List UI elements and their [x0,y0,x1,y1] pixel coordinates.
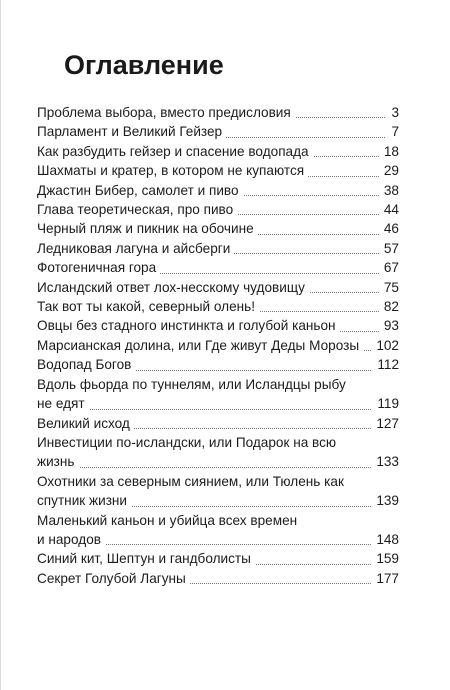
toc-entry-title: Парламент и Великий Гейзер [37,124,226,139]
toc-entry-page-number: 3 [386,103,399,122]
toc-entry-title: Так вот ты какой, северный олень! [37,299,259,314]
toc-entry-title: Синий кит, Шептун и гандболисты [37,551,255,566]
dotted-leader [37,467,399,468]
toc-entry-page-number: 29 [379,161,399,180]
toc-entry-title-continued: не едят [37,396,89,411]
toc-entry-page-number: 46 [379,219,399,238]
toc-entry-page-number: 148 [371,530,399,549]
toc-entry-title: Овцы без стадного инстинкта и голубой каньон [37,318,340,333]
toc-entry[interactable] [37,200,399,219]
toc-entry-title: Исландский ответ лох-несскому чудовищу [37,280,309,295]
toc-entry-page-number: 102 [371,336,399,355]
dotted-leader [37,409,399,410]
toc-entry-page-number: 127 [371,414,399,433]
toc-entry[interactable] [37,549,399,568]
toc-entry-title: Джастин Бибер, самолет и пиво [37,183,243,198]
toc-entry-title: Великий исход [37,416,134,431]
toc-entry-title: Проблема выбора, вместо предисловия [37,105,295,120]
toc-entry-title: Глава теоретическая, про пиво [37,202,237,217]
toc-entry-title-continued: жизнь [37,454,79,469]
toc-entry-page-number: 57 [379,239,399,258]
toc-entry-title: Черный пляж и пикник на обочине [37,221,258,236]
toc-entry[interactable] [37,258,399,277]
toc-entry[interactable] [37,278,399,297]
toc-entry-page-number: 177 [371,569,399,588]
toc-entry-title: Как разбудить гейзер и спасение водопада [37,144,313,159]
toc-entry-title: Марсианская долина, или Где живут Деды Морозы [37,338,363,353]
page-title: Оглавление [64,50,224,80]
toc-entry-page-number: 133 [371,452,399,471]
toc-entry[interactable] [37,414,399,433]
toc-entry-page-number: 44 [379,200,399,219]
toc-entry[interactable] [37,336,399,355]
toc-entry-page-number: 93 [379,316,399,335]
table-of-contents [37,103,399,588]
toc-entry-title: Инвестиции по-исландски, или Подарок на всю [37,434,337,450]
toc-entry[interactable] [37,297,399,316]
toc-entry[interactable] [37,355,399,374]
toc-entry-page-number: 82 [379,297,399,316]
toc-entry[interactable] [37,569,399,588]
toc-entry[interactable] [37,239,399,258]
toc-entry[interactable] [37,181,399,200]
toc-entry-title: Секрет Голубой Лагуны [37,571,190,586]
toc-entry[interactable] [37,103,399,122]
toc-entry[interactable] [37,219,399,238]
toc-entry-title: Вдоль фьорда по туннелям, или Исландцы рыбу [37,376,346,392]
toc-entry[interactable] [37,142,399,161]
toc-entry-title: Шахматы и кратер, в котором не купаются [37,163,308,178]
toc-entry-title-continued: спутник жизни [37,493,131,508]
toc-entry-page-number: 18 [379,142,399,161]
toc-entry-title: Охотники за северным сиянием, или Тюлень как [37,473,344,489]
toc-entry-page-number: 112 [372,355,399,374]
toc-entry-page-number: 38 [379,181,399,200]
toc-entry-title-continued: и народов [37,532,105,547]
toc-entry-title: Маленький каньон и убийца всех времен [37,512,298,528]
toc-entry-title: Фотогеничная гора [37,260,160,275]
toc-entry[interactable] [37,122,399,141]
toc-entry[interactable] [37,375,399,414]
toc-entry-page-number: 159 [371,549,399,568]
toc-entry-title: Водопад Богов [37,357,135,372]
toc-entry[interactable] [37,161,399,180]
toc-entry-title: Ледниковая лагуна и айсберги [37,241,234,256]
toc-entry[interactable] [37,433,399,472]
toc-entry[interactable] [37,316,399,335]
toc-entry[interactable] [37,511,399,550]
toc-entry-page-number: 139 [371,491,399,510]
toc-entry-page-number: 75 [379,278,399,297]
toc-entry-page-number: 7 [386,122,399,141]
toc-entry-page-number: 119 [372,394,399,413]
toc-entry[interactable] [37,472,399,511]
toc-entry-page-number: 67 [379,258,399,277]
